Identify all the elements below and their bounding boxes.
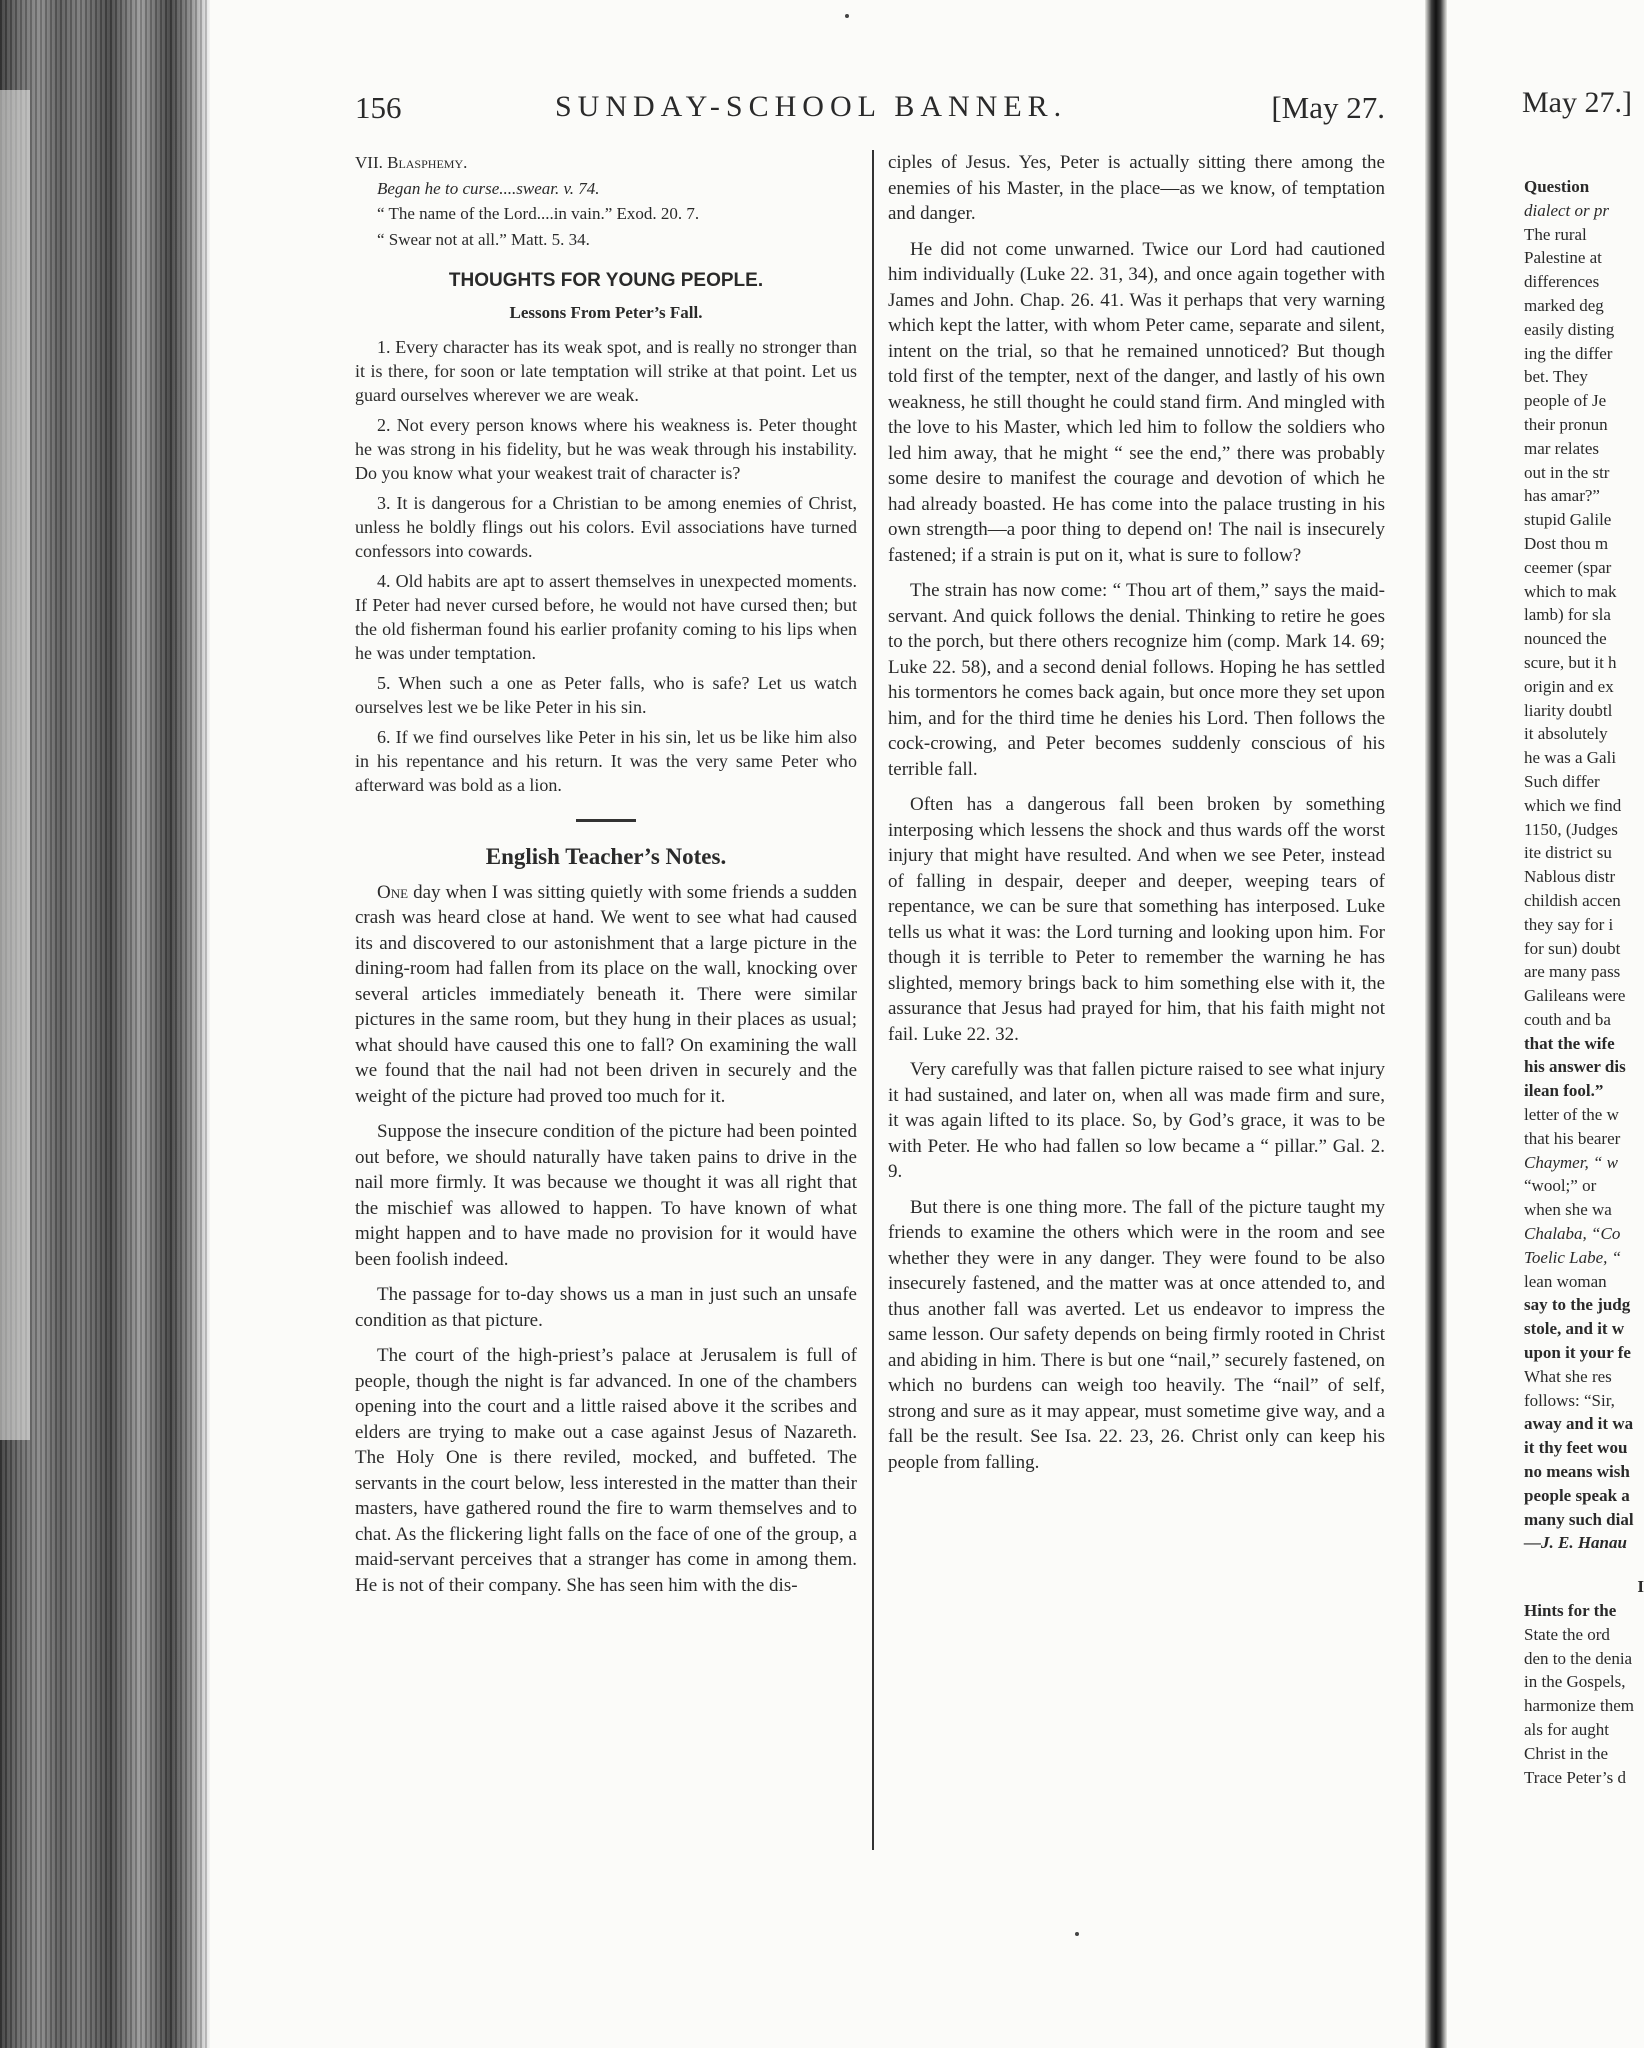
notes-heading: English Teacher’s Notes. <box>485 844 727 869</box>
thought-item: 5. When such a one as Peter falls, who is safe? Let us watch ourselves lest we be like Peter in his sin. <box>355 673 857 717</box>
facing-page-line: Palestine at <box>1524 248 1602 268</box>
thought-item: 4. Old habits are apt to assert themselves in unexpected moments. If Peter had never cursed before, he would not have cursed then; but the old fisherman found his earlier profanity coming to his lips when he was under temptation. <box>355 571 857 663</box>
facing-page-line: he was a Gali <box>1524 748 1617 768</box>
facing-page-line: harmonize them <box>1524 1696 1634 1716</box>
left-column <box>355 150 857 1608</box>
facing-page-line: no means wish <box>1524 1462 1630 1482</box>
facing-page-line: follows: “Sir, <box>1524 1390 1615 1410</box>
scripture-ref-1: Began he to curse....swear. v. 74. <box>377 178 600 198</box>
facing-page-line: 1150, (Judges <box>1524 819 1618 839</box>
facing-page-line: which we find <box>1524 795 1622 815</box>
facing-page-line: marked deg <box>1524 295 1604 315</box>
thought-item: 3. It is dangerous for a Christian to be among enemies of Christ, unless he boldly flings out his colors. Evil associations have turned confessors into cowards. <box>355 493 857 561</box>
facing-page-line: out in the str <box>1524 462 1610 482</box>
running-title: SUNDAY-SCHOOL BANNER. <box>555 90 1068 123</box>
facing-page-line: Toelic Labe, “ <box>1524 1247 1622 1267</box>
facing-page-line: stole, and it w <box>1524 1319 1625 1339</box>
thought-item: 6. If we find ourselves like Peter in his sin, let us be like him also in his repentance and his return. It was the very same Peter who afterward was bold as a lion. <box>355 727 857 795</box>
facing-page-line: letter of the w <box>1524 1105 1619 1125</box>
facing-page-line: stupid Galile <box>1524 510 1612 530</box>
facing-page-line: nounced the <box>1524 629 1607 649</box>
facing-page-text <box>1524 175 1644 1789</box>
facing-page-line: ceemer (spar <box>1524 557 1612 577</box>
facing-page-line: differences <box>1524 272 1600 292</box>
facing-page-header: May 27.] <box>1522 86 1632 119</box>
facing-page-line: What she res <box>1524 1366 1612 1386</box>
scan-speck <box>1075 1932 1079 1936</box>
facing-page-line: that his bearer <box>1524 1128 1621 1148</box>
facing-page-line: den to the denia <box>1524 1648 1633 1668</box>
facing-page-line: ing the differ <box>1524 343 1613 363</box>
facing-page-line: people of Je <box>1524 391 1607 411</box>
scripture-ref-2: “ The name of the Lord....in vain.” Exod. 20. 7. <box>377 204 700 223</box>
scripture-ref-3: “ Swear not at all.” Matt. 5. 34. <box>377 229 590 249</box>
facing-page-line: Christ in the <box>1524 1743 1609 1763</box>
thoughts-list <box>355 335 857 797</box>
facing-page-line: their pronun <box>1524 414 1608 434</box>
facing-page-line: origin and ex <box>1524 676 1614 696</box>
facing-page-line: mar relates <box>1524 438 1600 458</box>
facing-page-line: say to the judg <box>1524 1295 1631 1315</box>
binding-shade <box>0 90 30 1440</box>
facing-page-line: it thy feet wou <box>1524 1438 1628 1458</box>
facing-page-line: lamb) for sla <box>1524 605 1611 625</box>
facing-page-line: —J. E. Hanau <box>1524 1533 1627 1553</box>
thought-item: 2. Not every person knows where his weakness is. Peter thought he was strong in his fidelity, but he was weak through his instability. Do you know what your weakest trait of character is? <box>355 415 857 483</box>
facing-page-line: Question <box>1524 177 1590 196</box>
facing-page-fragment <box>1447 0 1644 2048</box>
facing-page-line: Chalaba, “Co <box>1524 1224 1621 1244</box>
notes-paragraph <box>355 880 857 1110</box>
notes-paragraph: ciples of Jesus. Yes, Peter is actually sitting there among the enemies of his Master, in the place—as we know, of temptation and danger. <box>888 152 1385 224</box>
facing-page-line: they say for i <box>1524 914 1614 934</box>
running-head <box>355 90 1385 134</box>
facing-page-line: Galileans were <box>1524 986 1626 1006</box>
section-title: VII. Blasphemy. <box>355 153 468 172</box>
notes-first-word: One <box>377 881 409 903</box>
facing-page-line: dialect or pr <box>1524 200 1609 220</box>
notes-paragraph: Often has a dangerous fall been broken by something interposing which lessens the shock and thus wards off the worst injury that might have resulted. And when we see Peter, instead of falling in despair, deeper and deeper, weeping tears of repentance, we can be sure that something has interposed. Luke tells us what it was: the Lord turning and looking upon him. For though it is terrible to Peter to remember the warning he has slighted, memory brings back to him something else with it, the assurance that Jesus had prayed for him, that his faith might not fail. Luke 22. 32. <box>888 794 1385 1045</box>
facing-page-line: childish accen <box>1524 890 1621 910</box>
facing-page-line: which to mak <box>1524 581 1617 601</box>
thoughts-subheading: Lessons From Peter’s Fall. <box>509 302 703 322</box>
facing-page-line: people speak a <box>1524 1485 1630 1505</box>
facing-page-line: “wool;” or <box>1524 1176 1597 1196</box>
facing-page-line: Chaymer, “ w <box>1524 1152 1618 1172</box>
facing-page-line: liarity doubtl <box>1524 700 1613 720</box>
notes-paragraph: Very carefully was that fallen picture raised to see what injury it had sustained, and later on, when all was made firm and sure, it was again lifted to its place. So, by God’s grace, it was to be with Peter. He who had fallen so low became a “ pillar.” Gal. 2. 9. <box>888 1059 1385 1182</box>
facing-page-line: lean woman <box>1524 1271 1607 1291</box>
section-divider <box>576 819 636 822</box>
facing-page-line: bet. They <box>1524 367 1588 387</box>
facing-page-line: Nablous distr <box>1524 867 1616 887</box>
facing-page-line: Such differ <box>1524 771 1600 791</box>
thought-item: 1. Every character has its weak spot, and is really no stronger than it is there, for soon or late temptation will strike at that point. Let us guard ourselves wherever we are weak. <box>355 337 857 405</box>
facing-page-gap <box>1524 1555 1644 1575</box>
column-rule <box>872 150 874 1850</box>
thoughts-heading: THOUGHTS FOR YOUNG PEOPLE. <box>448 270 764 291</box>
notes-paragraph: The passage for to-day shows us a man in just such an unsafe condition as that picture. <box>355 1284 857 1331</box>
facing-page-line: many such dial <box>1524 1509 1634 1529</box>
notes-paragraph: The court of the high-priest’s palace at Jerusalem is full of people, though the night is far advanced. In one of the chambers opening into the court and a little raised above it the scribes and elders are trying to make out a case against Jesus of Nazareth. The Holy One is there reviled, mocked, and buffeted. The servants in the court below, less interested in the matter than their masters, have gathered round the fire to warm themselves and to chat. As the flickering light falls on the face of one of the group, a maid-servant perceives that a stranger has come in among them. He is not of their company. She has seen him with the dis- <box>355 1345 857 1596</box>
facing-page-line: als for aught <box>1524 1720 1609 1739</box>
facing-page-line: easily disting <box>1524 319 1615 339</box>
facing-page-line: his answer dis <box>1524 1057 1626 1077</box>
facing-page-line: ite district su <box>1524 843 1612 863</box>
facing-page-line: The rural <box>1524 224 1587 244</box>
header-date: [May 27. <box>1271 90 1385 125</box>
notes-first-text: day when I was sitting quietly with some friends a sudden crash was heard close at hand. We went to see what had caused its and discovered to our astonishment that a large picture in the dining-room had fallen from its place on the wall, knocking over several articles immediately beneath it. There were similar pictures in the same room, but they hung in their places as usual; what should have caused this one to fall? On examining the wall we found that the nail had not been driven in securely and the weight of the picture had proved too much for it. <box>355 881 857 1107</box>
facing-page-line: when she wa <box>1524 1200 1612 1220</box>
facing-page-line: scure, but it h <box>1524 652 1617 672</box>
binding-texture <box>0 0 210 2048</box>
facing-page-line: Dost thou m <box>1524 533 1609 553</box>
facing-page-line: Trace Peter’s d <box>1524 1767 1626 1787</box>
facing-page-line: in the Gospels, <box>1524 1672 1626 1692</box>
facing-page-line: couth and ba <box>1524 1009 1611 1029</box>
facing-page-line: that the wife <box>1524 1033 1615 1053</box>
facing-page-line: Hints for the <box>1524 1601 1617 1621</box>
page-number: 156 <box>355 90 402 125</box>
notes-paragraph: He did not come unwarned. Twice our Lord had cautioned him individually (Luke 22. 31, 34), and once again together with James and John. Chap. 26. 41. Was it perhaps that very warning which kept the latter, with whom Peter came, separate and silent, intent on the trial, so that he remained unnoticed? But though told first of the tempter, next of the danger, and lastly of his own weakness, he still thought he could stand firm. And mingled with the love to his Master, which led him to follow the soldiers who led him away, that he might “ see the end,” there was probably some desire to manifest the courage and devotion of which he had already boasted. He has come into the palace trusting in his own strength—a poor thing to depend on! The nail is insecurely fastened; if a strain is put on it, what is sure to follow? <box>888 238 1385 566</box>
facing-page-line: has amar?” <box>1524 486 1600 506</box>
facing-page-line: for sun) doubt <box>1524 938 1621 958</box>
facing-page-line: it absolutely <box>1524 724 1608 744</box>
middle-column <box>888 150 1385 1485</box>
facing-page-line: ilean fool.” <box>1524 1081 1604 1101</box>
facing-page-line: away and it wa <box>1524 1414 1634 1434</box>
facing-page-line: are many pass <box>1524 962 1621 982</box>
facing-page-line: State the ord <box>1524 1624 1610 1644</box>
notes-paragraph: The strain has now come: “ Thou art of them,” says the maid-servant. And quick follows the denial. Thinking to retire he goes to the porch, but there others recognize him (comp. Mark 14. 69; Luke 22. 58), and a second denial follows. Hoping he has settled his tormentors he comes back again, but once more they set upon him, and for the third time he denies his Lord. Then follows the cock-crowing, and Peter becomes suddenly conscious of his terrible fall. <box>888 580 1385 780</box>
book-binding-edge <box>0 0 210 2048</box>
facing-page-line: I <box>1637 1577 1644 1597</box>
notes-paragraph: But there is one thing more. The fall of the picture taught my friends to examine the others which were in the room and see whether they were in any danger. They were found to be also insecurely fastened, and the matter was at once attended to, and thus another fall was averted. Let us endeavor to impress the same lesson. Our safety depends on being firmly rooted in Christ and abiding in him. There is but one “nail,” securely fastened, on which no burdens can weigh too heavily. The “nail” of self, strong and sure as it may appear, must sometime give way, and a fall be the result. See Isa. 22. 23, 26. Christ only can keep his people from falling. <box>888 1196 1385 1473</box>
facing-page-line: upon it your fe <box>1524 1343 1631 1363</box>
scan-speck <box>845 14 849 18</box>
notes-paragraph: Suppose the insecure condition of the picture had been pointed out before, we should naturally have taken pains to drive in the nail more firmly. It was because we thought it was all right that the mischief was allowed to happen. To have known of what might happen and to have made no provision for it would have been foolish indeed. <box>355 1121 857 1270</box>
page-gutter <box>1425 0 1447 2048</box>
